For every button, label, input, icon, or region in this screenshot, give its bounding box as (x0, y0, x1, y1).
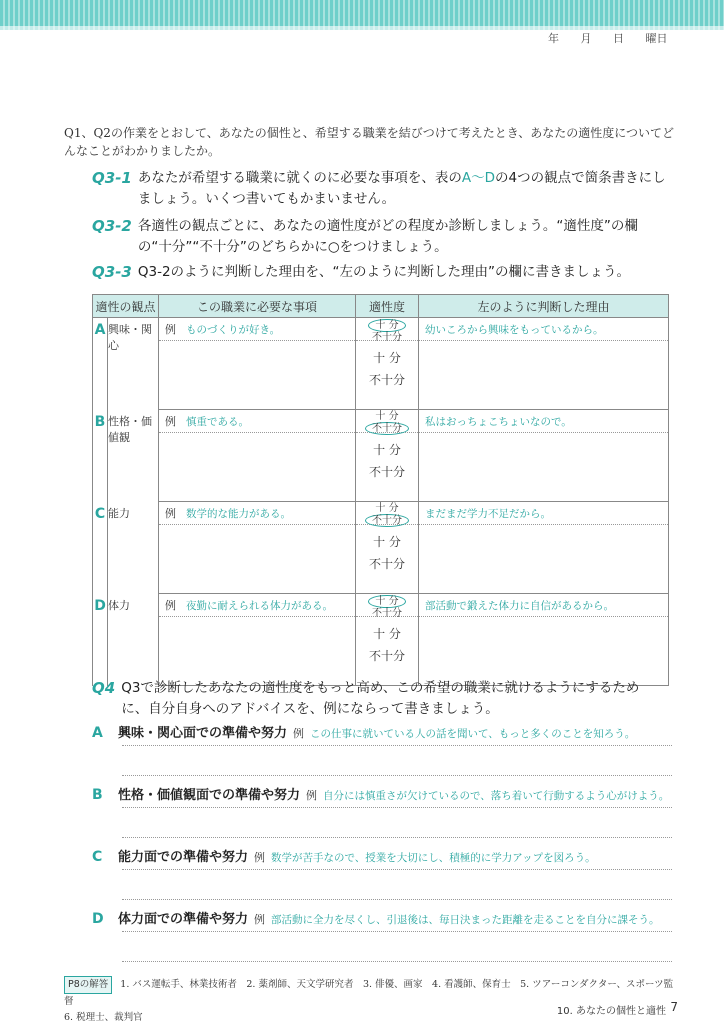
advice-letter: D (92, 911, 104, 927)
example-degree (356, 410, 418, 433)
example-reason: 幼いころから興味をもっているから。 (419, 318, 668, 341)
advice-label: 能力面での準備や努力 (118, 850, 249, 865)
row-letter: C (93, 502, 108, 594)
option-full: 十 分 (375, 503, 399, 514)
example-reason: まだまだ学力不足だから。 (419, 502, 668, 525)
option-insufficient[interactable]: 不十分 (368, 557, 405, 571)
q4-text: Q3で診断したあなたの適性度をもっと高め、この希望の職業に就けるようにするために、自分自身へのアドバイスを、例にならって書きましょう。 (121, 680, 640, 717)
option-insufficient[interactable]: 不十分 (368, 649, 405, 663)
writing-line[interactable] (122, 960, 672, 962)
reason-input-area[interactable] (419, 341, 668, 403)
question-4 (92, 678, 661, 720)
q3-2-text: 各適性の観点ごとに、あなたの適性度がどの程度か診断しましょう。“適性度”の欄の“十分”“不十分”のどちらかに○をつけましょう。 (137, 218, 638, 255)
advice-label: 体力面での準備や努力 (118, 912, 249, 927)
date-fields: 年 月 日 曜日 (548, 32, 668, 45)
page-number: 7 (670, 1000, 678, 1014)
example-reason: 私はおっちょこちょいなので。 (419, 410, 668, 433)
advice-example: 例 この仕事に就いている人の話を聞いて、もっと多くのことを知ろう。 (293, 727, 636, 740)
writing-line[interactable] (122, 898, 672, 900)
option-full[interactable]: 十 分 (373, 351, 401, 365)
header-degree: 適性度 (356, 295, 419, 318)
degree-choice[interactable] (356, 347, 418, 409)
question-3-3 (92, 262, 672, 284)
q3-1-number: Q3-1 (92, 169, 132, 187)
example-degree (356, 318, 418, 341)
degree-choice[interactable] (356, 439, 418, 501)
reason-input-area[interactable] (419, 433, 668, 495)
requirement-input-area[interactable] (159, 433, 355, 495)
row-category: 体力 (108, 594, 159, 686)
q3-3-text: Q3-2のように判断した理由を、“左のように判断した理由”の欄に書きましょう。 (137, 264, 631, 280)
chapter-title: 10. あなたの個性と適性 (556, 1006, 666, 1017)
answer-key-line1: 1. バス運転手、林業技術者 2. 薬剤師、天文学研究者 3. 俳優、画家 4. 看護師、保育士 5. ツアーコンダクター、スポーツ監督 (64, 979, 674, 1007)
advice-example: 例 自分には慎重さが欠けているので、落ち着いて行動するよう心がけよう。 (306, 789, 670, 802)
table-row-blank[interactable] (93, 341, 669, 410)
table-row (93, 502, 669, 526)
row-category: 能力 (108, 502, 159, 594)
advice-item (92, 784, 672, 803)
example-requirement: 例 夜勤に耐えられる体力がある。 (159, 594, 355, 617)
table-row (93, 594, 669, 618)
advice-example: 例 部活動に全力を尽くし、引退後は、毎日決まった距離を走ることを自分に課そう。 (254, 913, 660, 926)
advice-letter: C (92, 849, 103, 865)
option-insufficient: 不十分 (372, 332, 402, 343)
option-full: 十 分 (375, 411, 399, 422)
degree-choice[interactable] (356, 531, 418, 593)
q3-1-accent: A～D (461, 170, 495, 186)
option-insufficient: 不十分 (365, 422, 409, 435)
question-3-2 (92, 216, 672, 258)
writing-line[interactable] (122, 930, 672, 932)
advice-item (92, 722, 672, 741)
writing-line[interactable] (122, 744, 672, 746)
table-row-blank[interactable] (93, 525, 669, 594)
reason-input-area[interactable] (419, 617, 668, 679)
option-full[interactable]: 十 分 (373, 627, 401, 641)
writing-line[interactable] (122, 774, 672, 776)
option-full: 十 分 (368, 595, 405, 608)
advice-item (92, 908, 672, 927)
header-viewpoint: 適性の観点 (93, 295, 159, 318)
row-category: 興味・関心 (108, 318, 159, 410)
row-letter: A (93, 318, 108, 410)
option-full[interactable]: 十 分 (373, 443, 401, 457)
advice-example: 例 数学が苦手なので、授業を大切にし、積極的に学力アップを図ろう。 (254, 851, 596, 864)
requirement-input-area[interactable] (159, 341, 355, 403)
option-insufficient[interactable]: 不十分 (368, 465, 405, 479)
q4-number: Q4 (92, 679, 116, 697)
intro-text: Q1、Q2の作業をとおして、あなたの個性と、希望する職業を結びつけて考えたとき、あなたの適性度についてどんなことがわかりましたか。 (64, 126, 674, 158)
requirement-input-area[interactable] (159, 617, 355, 679)
table-row (93, 318, 669, 342)
degree-choice[interactable] (356, 623, 418, 685)
row-category: 性格・価値観 (108, 410, 159, 502)
advice-label: 興味・関心面での準備や努力 (118, 726, 288, 741)
header-requirements: この職業に必要な事項 (159, 295, 356, 318)
q3-1-text-a: あなたが希望する職業に就くのに必要な事項を、表の (137, 170, 462, 186)
option-full: 十 分 (368, 319, 405, 332)
answer-key-line2: 6. 税理士、裁判官 (64, 1012, 143, 1023)
row-letter: D (93, 594, 108, 686)
writing-line[interactable] (122, 868, 672, 870)
advice-item (92, 846, 672, 865)
example-requirement: 例 慎重である。 (159, 410, 355, 433)
example-requirement: 例 数学的な能力がある。 (159, 502, 355, 525)
requirement-input-area[interactable] (159, 525, 355, 587)
answer-key-label: P8の解答 (64, 976, 112, 994)
writing-line[interactable] (122, 806, 672, 808)
reason-input-area[interactable] (419, 525, 668, 587)
row-letter: B (93, 410, 108, 502)
example-reason: 部活動で鍛えた体力に自信があるから。 (419, 594, 668, 617)
table-row (93, 410, 669, 434)
header-reason: 左のように判断した理由 (419, 295, 669, 318)
advice-letter: B (92, 787, 103, 803)
q3-3-number: Q3-3 (92, 263, 132, 281)
example-degree (356, 594, 418, 617)
advice-letter: A (92, 725, 103, 741)
advice-label: 性格・価値観面での準備や努力 (118, 788, 301, 803)
table-row-blank[interactable] (93, 433, 669, 502)
top-decorative-bar (0, 0, 724, 30)
table-row-blank[interactable] (93, 617, 669, 686)
question-3-1 (92, 168, 672, 210)
writing-line[interactable] (122, 836, 672, 838)
option-insufficient: 不十分 (372, 608, 402, 619)
q3-1-text-b: の4つの観点で箇条書きにしましょう。いくつ書いてもかまいません。 (137, 170, 666, 207)
option-insufficient[interactable]: 不十分 (368, 373, 405, 387)
answer-key (64, 976, 674, 1026)
example-requirement: 例 ものづくりが好き。 (159, 318, 355, 341)
example-degree (356, 502, 418, 525)
option-full[interactable]: 十 分 (373, 535, 401, 549)
aptitude-table (92, 294, 669, 686)
option-insufficient: 不十分 (365, 514, 409, 527)
q3-2-number: Q3-2 (92, 217, 132, 235)
